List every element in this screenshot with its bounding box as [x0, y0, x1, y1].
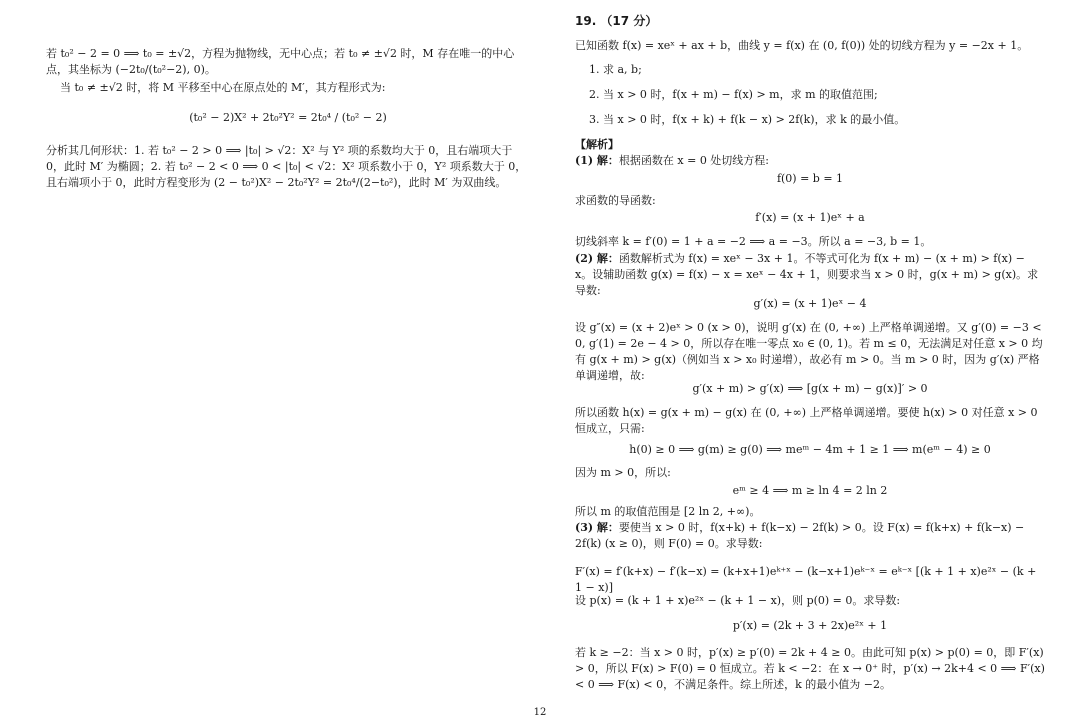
solution-3-text-3: 若 k ≥ −2：当 x > 0 时，p′(x) ≥ p′(0) = 2k + 4 ≥ 0。由此可知 p(x) > p(0) = 0，即 F′(x) > 0，所以 F(x) > F(0) = 0 恒成立。若 k < −2：在 x → 0⁺ 时，p′(x) → 2k+4 < 0 ⟹ F′(x) < 0 ⟹ F(x) < 0，不满足条件。综上所述，k 的最小值为 −2。 [575, 646, 1045, 691]
solution-2-text-5: 所以 m 的取值范围是 [2 ln 2, +∞)。 [575, 505, 761, 518]
solution-1-equation-1: f(0) = b = 1 [776, 172, 844, 185]
page-number: 12 [533, 707, 547, 718]
solution-1-intro [575, 153, 1045, 169]
left-equation-1: (t₀² − 2)X² + 2t₀²Y² = 2t₀⁴ / (t₀² − 2) [189, 111, 387, 124]
solution-2-text: 函数解析式为 f(x) = xeˣ − 3x + 1。不等式可化为 f(x + m) − (x + m) > f(x) − x。设辅助函数 g(x) = f(x) − x = xeˣ − 4x + 1，则要求当 x > 0 时，g(x + m) > g(x)。求导数: [575, 252, 1039, 297]
solution-2-equation-2: g′(x + m) > g′(x) ⟹ [g(x + m) − g(x)]′ > 0 [692, 382, 928, 395]
problem-title: 19. （17 分） [575, 14, 658, 28]
question-2: 2. 当 x > 0 时，f(x + m) − f(x) > m，求 m 的取值范围; [589, 88, 878, 101]
solution-2-text-2: 设 g″(x) = (x + 2)eˣ > 0 (x > 0)，说明 g′(x) 在 (0, +∞) 上严格单调递增。又 g′(0) = −3 < 0, g′(1) = 2e − 4 > 0，所以存在唯一零点 x₀ ∈ (0, 1)。若 m ≤ 0，无法满足对任意 x > 0 均有 g(x + m) > g(x)（例如当 x > x₀ 时递增），故必有 m > 0。当 m > 0 时，因为 g′(x) 严格单调递增，故: [575, 321, 1043, 382]
solution-1-text-3: 切线斜率 k = f′(0) = 1 + a = −2 ⟹ a = −3。所以 a = −3, b = 1。 [575, 235, 932, 248]
question-3: 3. 当 x > 0 时，f(x + k) + f(k − x) > 2f(k)，求 k 的最小值。 [589, 113, 906, 126]
left-paragraph-1: 若 t₀² − 2 = 0 ⟹ t₀ = ±√2，方程为抛物线，无中心点；若 t₀ ≠ ±√2 时，M 存在唯一的中心点，其坐标为 (−2t₀/(t₀²−2), 0)。 [46, 47, 515, 76]
solution-2-label: (2) 解： [575, 252, 619, 265]
left-paragraph-3: 分析其几何形状：1. 若 t₀² − 2 > 0 ⟹ |t₀| > √2：X² 与 Y² 项的系数均大于 0，且右端项大于 0，此时 M′ 为椭圆；2. 若 t₀² − 2 < 0 ⟹ 0 < |t₀| < √2：X² 项系数小于 0，Y² 项系数大于 0，且右端项小于 0，此时方程变形为 (2 − t₀²)X² − 2t₀²Y² = 2t₀⁴/(2−t₀²)，此时 M′ 为双曲线。 [46, 144, 527, 189]
solution-2-equation-1: g′(x) = (x + 1)eˣ − 4 [753, 297, 867, 310]
solution-1-equation-2: f′(x) = (x + 1)eˣ + a [755, 211, 865, 224]
question-1: 1. 求 a, b; [589, 63, 642, 76]
solution-3-equation-2: p′(x) = (2k + 3 + 2x)e²ˣ + 1 [732, 619, 888, 632]
solution-2-text-4: 因为 m > 0，所以: [575, 466, 671, 479]
solution-2-equation-4: eᵐ ≥ 4 ⟹ m ≥ ln 4 = 2 ln 2 [732, 484, 888, 497]
left-paragraph-2: 当 t₀ ≠ ±√2 时，将 M 平移至中心在原点处的 M′，其方程形式为: [60, 81, 386, 94]
problem-stem: 已知函数 f(x) = xeˣ + ax + b，曲线 y = f(x) 在 (0, f(0)) 处的切线方程为 y = −2x + 1。 [575, 39, 1029, 52]
solution-1-label: (1) 解： [575, 154, 619, 167]
solution-3-label: (3) 解： [575, 521, 619, 534]
solution-3-equation-1: F′(x) = f′(k+x) − f′(k−x) = (k+x+1)eᵏ⁺ˣ − (k−x+1)eᵏ⁻ˣ = eᵏ⁻ˣ [(k + 1 + x)e²ˣ − (k + 1 − x)] [575, 565, 1037, 594]
solution-2-text-3: 所以函数 h(x) = g(x + m) − g(x) 在 (0, +∞) 上严格单调递增。要使 h(x) > 0 对任意 x > 0 恒成立，只需: [575, 406, 1038, 435]
solution-3-text: 要使当 x > 0 时，f(x+k) + f(k−x) − 2f(k) > 0。设 F(x) = f(k+x) + f(k−x) − 2f(k) (x ≥ 0)，则 F(0) = 0。求导数: [575, 521, 1025, 550]
solution-3-intro [575, 520, 1045, 552]
solution-1-text-2: 求函数的导函数: [575, 194, 656, 207]
analysis-label: 【解析】 [575, 138, 619, 151]
solution-3-text-2: 设 p(x) = (k + 1 + x)e²ˣ − (k + 1 − x)，则 p(0) = 0。求导数: [575, 594, 901, 607]
solution-1-text: 根据函数在 x = 0 处切线方程: [618, 154, 770, 167]
solution-2-intro [575, 251, 1045, 299]
solution-2-equation-3: h(0) ≥ 0 ⟹ g(m) ≥ g(0) ⟹ meᵐ − 4m + 1 ≥ 1 ⟹ m(eᵐ − 4) ≥ 0 [629, 443, 991, 456]
